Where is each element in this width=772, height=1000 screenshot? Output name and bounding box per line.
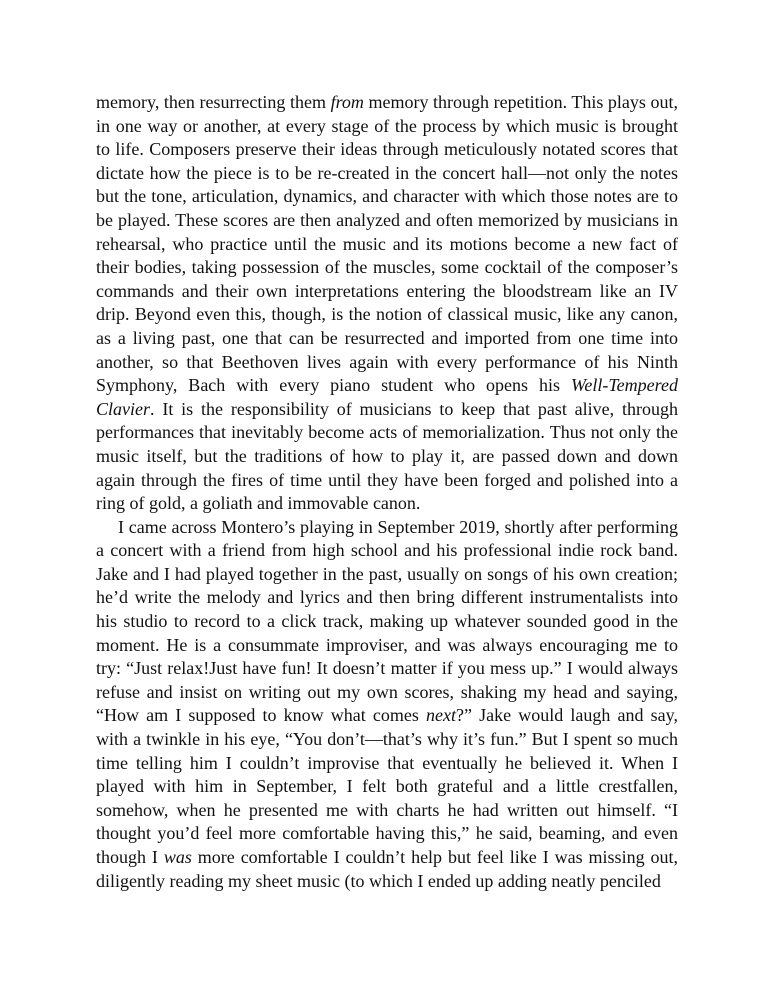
italic-text: Well-Tempered Clavier: [96, 375, 678, 419]
document-page: [96, 91, 678, 893]
italic-text: was: [163, 847, 192, 867]
italic-text: from: [330, 92, 364, 112]
text-run: more comfortable I couldn’t help but feel like I was missing out, diligently reading my sheet music (to which I ended up adding neatly penciled: [96, 847, 678, 891]
text-run: memory, then resurrecting them: [96, 92, 331, 112]
text-run: ?” Jake would laugh and say, with a twinkle in his eye, “You don’t—that’s why it’s fun.” But I spent so much time telling him I couldn’t improvise that eventually he believed it. When I played with him in September, I felt both grateful and a little crestfallen, somehow, when he presented me with charts he had written out himself. “I thought you’d feel more comfortable having this,” he said, beaming, and even though I: [96, 705, 678, 867]
paragraph-2: [96, 516, 678, 894]
text-run: I came across Montero’s playing in September 2019, shortly after performing a concert with a friend from high school and his professional indie rock band. Jake and I had played together in the past, usually on songs of his own creation; he’d write the melody and lyrics and then bring different instrumentalists into his studio to record to a click track, making up whatever sounded good in the moment. He is a consummate improviser, and was always encouraging me to try: “Just relax!Just have fun! It doesn’t matter if you mess up.” I would always refuse and insist on writing out my own scores, shaking my head and saying, “How am I supposed to know what comes: [96, 516, 678, 726]
text-run: . It is the responsibility of musicians to keep that past alive, through performances that inevitably become acts of memorialization. Thus not only the music itself, but the traditions of how to play it, are passed down and down again through the fires of time until they have been forged and polished into a ring of gold, a goliath and immovable canon.: [96, 398, 678, 514]
italic-text: next: [426, 705, 457, 726]
paragraph-1: [96, 91, 678, 516]
text-run: memory through repetition. This plays out, in one way or another, at every stage of the process by which music is brought to life. Composers preserve their ideas through meticulously notated scores that dictate how the piece is to be re-created in the concert hall—not only the notes but the tone, articulation, dynamics, and character with which those notes are to be played. These scores are then analyzed and often memorized by musicians in rehearsal, who practice until the music and its motions become a new fact of their bodies, taking possession of the muscles, some cocktail of the composer’s commands and their own interpretations entering the bloodstream like an IV drip. Beyond even this, though, is the notion of classical music, like any canon, as a living past, one that can be resurrected and imported from one time into another, so that Beethoven lives again with every performance of his Ninth Symphony, Bach with every piano student who opens his: [96, 92, 678, 396]
